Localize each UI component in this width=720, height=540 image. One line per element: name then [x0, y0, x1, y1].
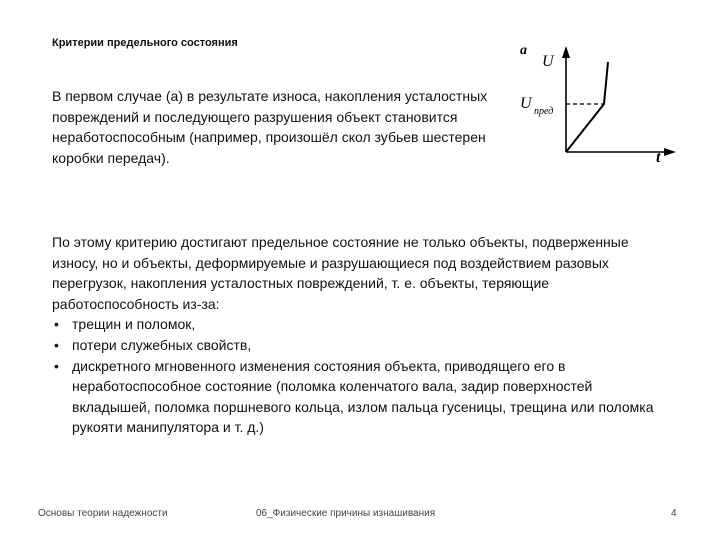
bullet-icon: • — [54, 336, 59, 353]
intro-text: В первом случае (а) в результате износа, накопления усталостных повреждений и последующего разрушения объект становится неработоспособным (например, произошёл скол зубьев шестерен коробки передач). — [52, 88, 488, 166]
list-item: • потери служебных свойств, — [52, 335, 672, 356]
graph-label-u: U — [542, 53, 554, 70]
bullet-icon: • — [54, 357, 59, 374]
footer-center: 06_Физические причины изнашивания — [256, 508, 436, 519]
graph-label-a: а — [520, 43, 527, 58]
main-text — [52, 232, 672, 438]
bullet-icon: • — [54, 316, 59, 333]
list-item: • дискретного мгновенного изменения состояния объекта, приводящего его в неработоспособное состояние (поломка коленчатого вала, задир поверхностей вкладышей, поломка поршневого кольца, излом пальца гусеницы, трещина или поломка рукояти манипулятора и т. д.) — [54, 357, 654, 436]
wear-curve — [566, 62, 608, 152]
page-number: 4 — [671, 508, 677, 519]
footer-left: Основы теории надежности — [38, 508, 168, 519]
graph-label-upred: U — [520, 95, 532, 112]
list-item: • трещин и поломок, — [52, 314, 672, 335]
main-paragraph: По этому критерию достигают предельное состояние не только объекты, подверженные износу, но и объекты, деформируемые и разрушающиеся под воздействием разовых перегрузок, накопления усталостных повреждений, т. е. объекты, теряющие работоспособность из-за: — [52, 234, 629, 312]
x-axis-arrow — [664, 148, 676, 156]
graph-label-t: t — [656, 149, 661, 166]
wear-graph — [512, 38, 682, 166]
bullet-list — [52, 314, 672, 438]
slide-title: Критерии предельного состояния — [52, 37, 238, 49]
y-axis-arrow — [562, 46, 570, 58]
graph-label-upred-sub: пред — [534, 106, 554, 117]
